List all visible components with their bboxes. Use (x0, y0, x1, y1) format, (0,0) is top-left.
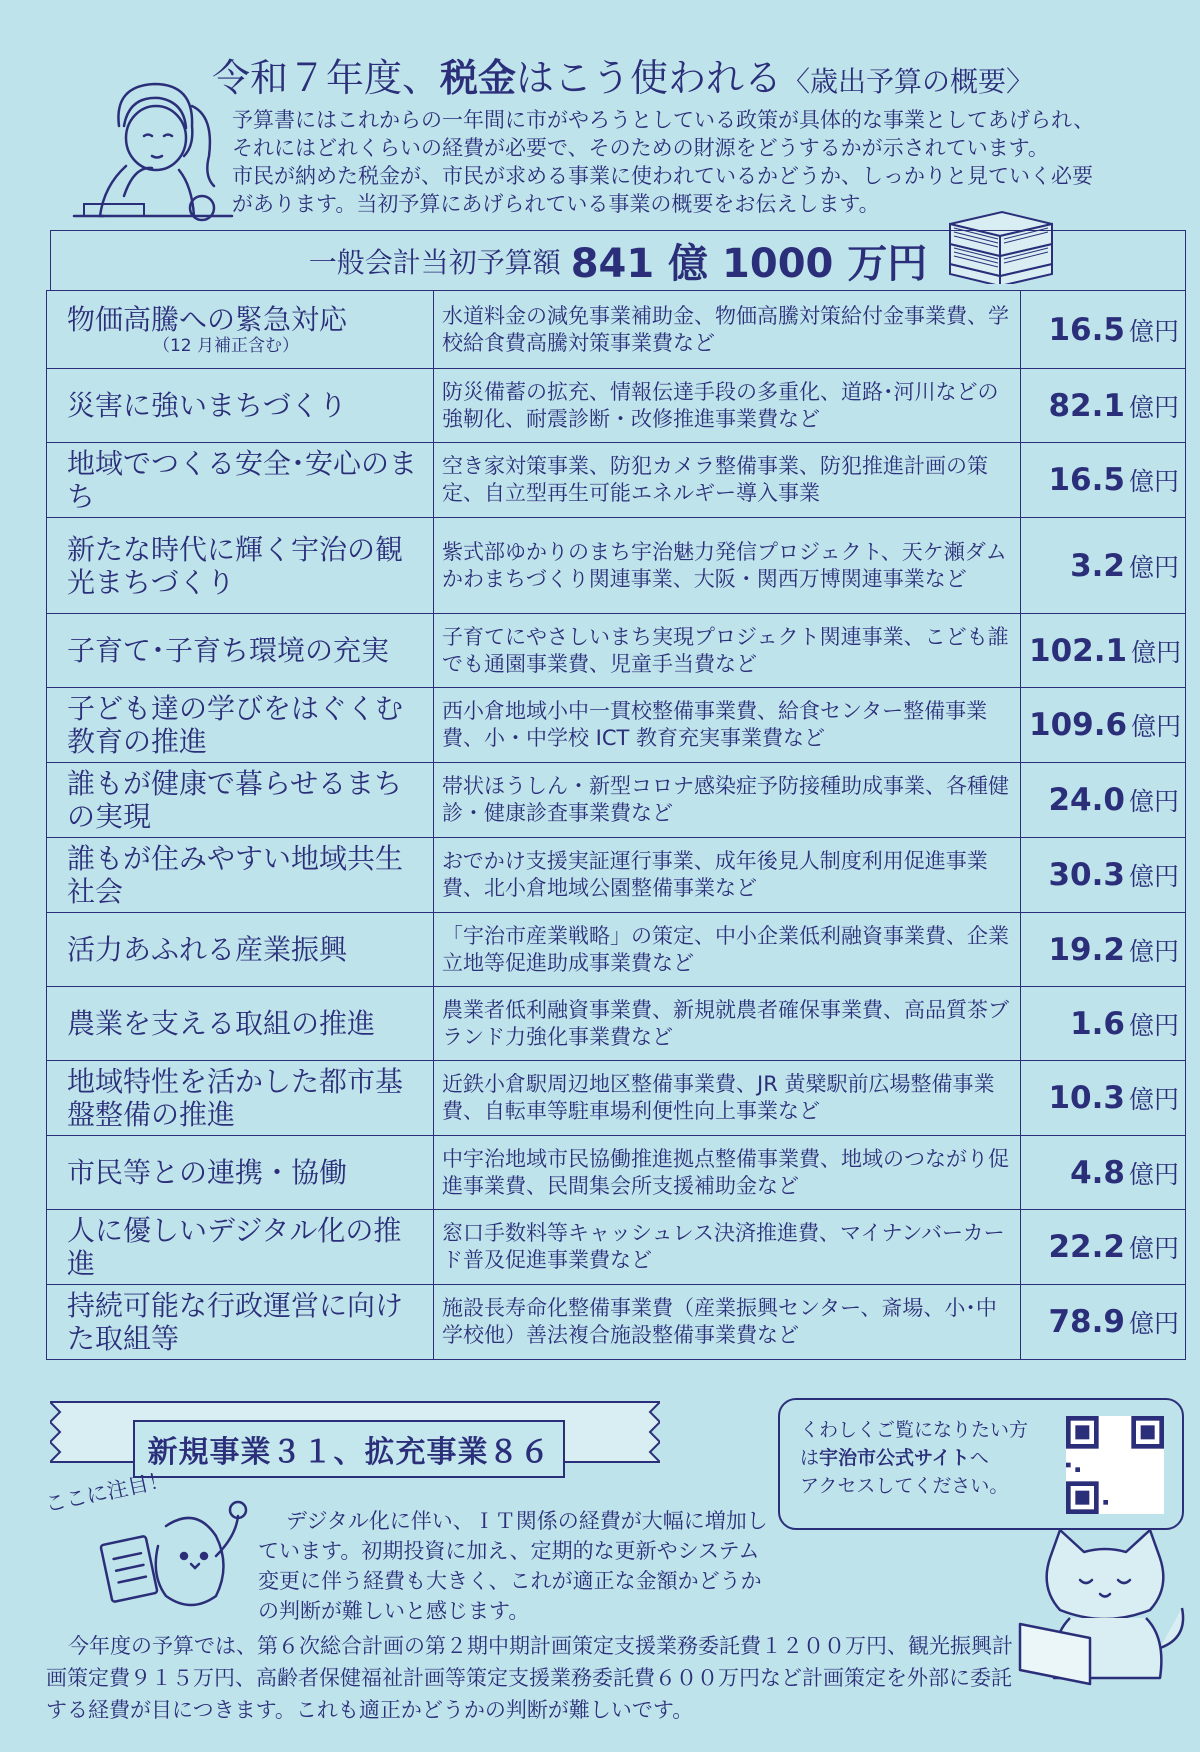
intro-line: それにはどれくらいの経費が必要で、そのための財源をどうするかが示されています。 (232, 136, 1049, 160)
amount-unit: 億円 (1131, 637, 1182, 667)
amount-unit: 億円 (1128, 392, 1179, 422)
category-label: 農業を支える取組の推進 (67, 1007, 376, 1040)
amount-value: 3.2 (1070, 547, 1125, 584)
description-cell: 水道料金の減免事業補助金、物価高騰対策給付金事業費、学校給食費高騰対策事業費など (434, 291, 1021, 369)
description-cell: おでかけ支援実証運行事業、成年後見人制度利用促進事業費、北小倉地域公園整備事業など (434, 838, 1021, 913)
table-row (47, 443, 1186, 518)
category-cell (47, 688, 434, 763)
page-title (212, 52, 1112, 108)
description-cell: 西小倉地域小中一貫校整備事業費、給食センター整備事業費、小・中学校 ICT 教育充実事業費など (434, 688, 1021, 763)
amount-value: 10.3 (1048, 1080, 1125, 1116)
amount-value: 19.2 (1048, 931, 1125, 968)
table-row (47, 291, 1186, 369)
category-cell (47, 838, 434, 913)
amount-cell (1021, 763, 1186, 838)
footer-paragraph (46, 1630, 1016, 1726)
budget-table (46, 290, 1186, 1360)
description-cell: 農業者低利融資事業費、新規就農者確保事業費、高品質茶ブランド力強化事業費など (434, 987, 1021, 1061)
amount-unit: 億円 (1128, 936, 1179, 966)
description-cell: 空き家対策事業、防犯カメラ整備事業、防犯推進計画の策定、自立型再生可能エネルギー導入事業 (434, 443, 1021, 518)
category-cell (47, 443, 434, 518)
amount-unit: 億円 (1128, 1010, 1179, 1040)
category-label: 地域特性を活かした都市基盤整備の推進 (67, 1065, 404, 1131)
table-row (47, 518, 1186, 614)
table-row (47, 838, 1186, 913)
title-sub: 〈歳出予算の概要〉 (782, 65, 1035, 98)
info-line (800, 1444, 1040, 1472)
table-row (47, 987, 1186, 1061)
amount-unit: 億円 (1128, 862, 1179, 891)
new-projects-label: 新規事業３１、拡充事業８６ (133, 1420, 565, 1478)
description-cell: 窓口手数料等キャッシュレス決済推進費、マイナンバーカード普及促進事業費など (434, 1210, 1021, 1285)
table-row (47, 1210, 1186, 1285)
intro-text (232, 106, 1192, 218)
description-cell: 中宇治地域市民協働推進拠点整備事業費、地域のつながり促進事業費、民間集会所支援補助金など (434, 1136, 1021, 1210)
chick-mascot-illustration (96, 1496, 256, 1616)
category-cell (47, 913, 434, 987)
category-note: （12 月補正含む） (152, 336, 300, 356)
title-bold: 税金 (440, 56, 517, 100)
budget-total (50, 230, 1186, 290)
amount-value: 1.6 (1070, 1005, 1125, 1042)
qr-code[interactable] (1066, 1416, 1164, 1514)
intro-line: 市民が納めた税金が、市民が求める事業に使われているかどうか、しっかりと見ていく必要 (232, 164, 1093, 188)
amount-value: 22.2 (1048, 1229, 1125, 1265)
amount-value: 16.5 (1048, 462, 1125, 498)
amount-cell (1021, 614, 1186, 688)
budget-amount: 841 億 1000 万円 (570, 241, 928, 287)
category-label: 子ども達の学びをはぐくむ教育の推進 (67, 692, 404, 758)
amount-value: 78.9 (1048, 1304, 1125, 1340)
amount-value: 16.5 (1048, 311, 1125, 348)
amount-value: 109.6 (1029, 707, 1128, 743)
note-text: デジタル化に伴い、ＩＴ関係の経費が大幅に増加しています。初期投資に加え、定期的な更新やシステム変更に伴う経費も大きく、これが適正な金額かどうかの判断が難しいと感じます。 (258, 1509, 768, 1623)
amount-value: 24.0 (1048, 782, 1125, 818)
category-cell (47, 1136, 434, 1210)
budget-label: 一般会計当初予算額 (308, 245, 561, 279)
category-label: 誰もが健康で暮らせるまちの実現 (67, 767, 403, 833)
category-cell (47, 291, 434, 369)
title-suffix: はこう使われる (516, 56, 783, 100)
info-prefix: は (800, 1447, 820, 1469)
amount-unit: 億円 (1128, 1309, 1179, 1338)
amount-value: 30.3 (1048, 857, 1125, 893)
amount-cell (1021, 291, 1186, 369)
description-cell: 子育てにやさしいまち実現プロジェクト関連事業、こども誰でも通園事業費、児童手当費など (434, 614, 1021, 688)
amount-cell (1021, 1136, 1186, 1210)
category-label: 人に優しいデジタル化の推進 (67, 1214, 402, 1280)
table-row (47, 1061, 1186, 1136)
description-cell: 紫式部ゆかりのまち宇治魅力発信プロジェクト、天ケ瀬ダムかわまちづくり関連事業、大阪・関西万博関連事業など (434, 518, 1021, 614)
amount-cell (1021, 443, 1186, 518)
category-cell (47, 1061, 434, 1136)
amount-cell (1021, 1285, 1186, 1360)
category-cell (47, 614, 434, 688)
category-cell (47, 369, 434, 443)
category-label: 持続可能な行政運営に向けた取組等 (67, 1289, 404, 1355)
category-label: 新たな時代に輝く宇治の観光まちづくり (67, 532, 404, 599)
amount-unit: 億円 (1128, 1234, 1179, 1263)
table-row (47, 913, 1186, 987)
table-row (47, 614, 1186, 688)
amount-unit: 億円 (1128, 1085, 1179, 1114)
title-prefix: 令和７年度、 (212, 56, 441, 100)
category-label: 市民等との連携・協働 (67, 1156, 348, 1189)
category-label: 災害に強いまちづくり (67, 389, 347, 422)
info-line: くわしくご覧になりたい方 (800, 1419, 1029, 1441)
category-label: 活力あふれる産業振興 (67, 933, 348, 966)
info-suffix: へ (969, 1447, 989, 1469)
amount-unit: 億円 (1128, 1159, 1179, 1189)
amount-cell (1021, 369, 1186, 443)
category-cell (47, 1210, 434, 1285)
official-site-link[interactable]: 宇治市公式サイト (819, 1447, 970, 1469)
amount-unit: 億円 (1128, 467, 1179, 496)
amount-unit: 億円 (1128, 552, 1179, 582)
category-cell (47, 1285, 434, 1360)
amount-value: 4.8 (1070, 1154, 1125, 1191)
amount-cell (1021, 987, 1186, 1061)
category-label: 子育て･子育ち環境の充実 (67, 634, 390, 667)
amount-cell (1021, 913, 1186, 987)
table-row (47, 1136, 1186, 1210)
category-label: 物価高騰への緊急対応 (67, 303, 348, 336)
table-row (47, 688, 1186, 763)
amount-unit: 億円 (1128, 316, 1179, 346)
description-cell: 防災備蓄の拡充、情報伝達手段の多重化、道路･河川などの強靭化、耐震診断・改修推進事業費など (434, 369, 1021, 443)
amount-cell (1021, 688, 1186, 763)
category-cell (47, 987, 434, 1061)
note-paragraph (258, 1506, 778, 1626)
table-row (47, 763, 1186, 838)
table-row (47, 369, 1186, 443)
cat-laptop-illustration (1010, 1528, 1190, 1688)
category-label: 誰もが住みやすい地域共生社会 (67, 842, 404, 908)
category-cell (47, 518, 434, 614)
amount-unit: 億円 (1131, 712, 1182, 741)
description-cell: 帯状ほうしん・新型コロナ感染症予防接種助成事業、各種健診・健康診査事業費など (434, 763, 1021, 838)
description-cell: 施設長寿命化整備事業費（産業振興センター、斎場、小･中学校他）善法複合施設整備事業費など (434, 1285, 1021, 1360)
table-row (47, 1285, 1186, 1360)
footer-text: 今年度の予算では、第６次総合計画の第２期中期計画策定支援業務委託費１２００万円、観光振興計画策定費９１５万円、高齢者保健福祉計画等策定支援業務委託費６００万円など計画策定を外部に委託する経費が目につきます。これも適正かどうかの判断が難しいです。 (46, 1634, 1013, 1722)
intro-line: があります。当初予算にあげられている事業の概要をお伝えします。 (232, 192, 880, 216)
description-cell: 「宇治市産業戦略」の策定、中小企業低利融資事業費、企業立地等促進助成事業費など (434, 913, 1021, 987)
amount-cell (1021, 1210, 1186, 1285)
amount-value: 102.1 (1029, 632, 1128, 669)
category-cell (47, 763, 434, 838)
intro-line: 予算書にはこれからの一年間に市がやろうとしている政策が具体的な事業としてあげられ、 (232, 108, 1095, 132)
amount-unit: 億円 (1128, 787, 1179, 816)
description-cell: 近鉄小倉駅周辺地区整備事業費、JR 黄檗駅前広場整備事業費、自転車等駐車場利便性向上事業など (434, 1061, 1021, 1136)
amount-value: 82.1 (1048, 387, 1125, 424)
category-label: 地域でつくる安全･安心のまち (67, 447, 418, 513)
highlight-label: ここに注目！ (43, 1467, 172, 1517)
amount-cell (1021, 1061, 1186, 1136)
info-line: アクセスしてください。 (800, 1475, 1009, 1497)
woman-thinking-illustration (64, 66, 234, 236)
amount-cell (1021, 518, 1186, 614)
amount-cell (1021, 838, 1186, 913)
